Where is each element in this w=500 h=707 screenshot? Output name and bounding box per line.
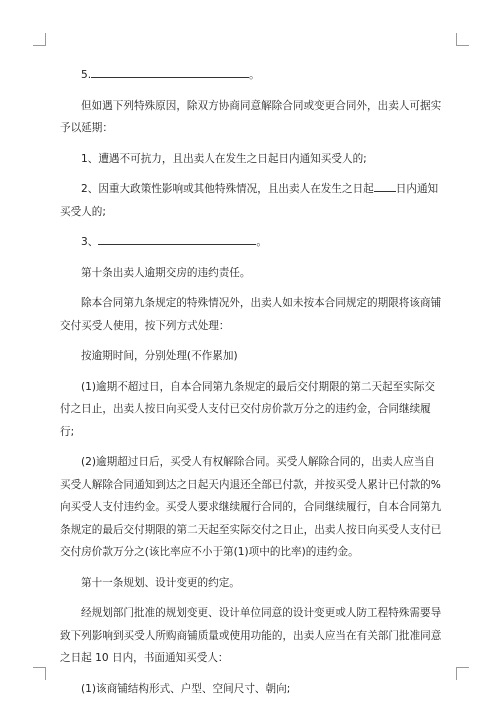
overdue-clause-1: (1)逾期不超过日，自本合同第九条规定的最后交付期限的第二天起至实际交付之日止，出卖人按日向买受人支付已交付房价款万分之的违约金，合同继续履行; [60,380,436,438]
blank-line [91,65,249,78]
article-10-body: 除本合同第九条规定的特殊情况外，出卖人如未按本合同规定的期限将该商铺交付买受人使用，按下列方式处理： [60,297,442,332]
overdue-clause-2: (2)逾期超过日后，买受人有权解除合同。买受人解除合同的，出卖人应当自买受人解除合同通知到达之日起天内退还全部已付款，并按买受人累计已付款的%向买受人支付违约金。买受人要求继续履行合同的，合同继续履行，自本合同第九条规定的最后交付期限的第二天起至实际交付之日止，出卖人按日向买受人支付已交付房价款万分之(该比率应不小于第(1)项中的比率)的违约金。 [60,456,442,558]
item-1: 1、遭遇不可抗力，且出卖人在发生之日起日内通知买受人的; [81,152,367,165]
article-11-body: 经规划部门批准的规划变更、设计单位同意的设计变更或人防工程特殊需要导致下列影响到买受人所购商铺质量或使用功能的，出卖人应当在有关部门批准同意之日起 10 日内，书面通知买受人： [60,607,442,664]
document-body [60,64,442,700]
crop-mark-top-left [33,33,46,46]
change-item-1: (1)该商铺结构形式、户型、空间尺寸、朝向; [81,682,291,695]
item-3: 3、 。 [60,231,442,254]
item-2: 2、因重大政策性影响或其他特殊情况，且出卖人在发生之日起 日内通知买受人的; [60,178,442,223]
article-10-title: 第十条出卖人逾期交房的违约责任。 [81,266,251,279]
article-11-title: 第十一条规划、设计变更的约定。 [81,576,240,589]
crop-mark-top-right [456,33,469,46]
paragraph-delay: 但如遇下列特殊原因，除双方协商同意解除合同或变更合同外，出卖人可据实予以延期： [60,99,442,134]
blank-line [98,232,256,245]
overdue-heading: 按逾期时间，分别处理(不作累加) [81,350,238,362]
crop-mark-bottom-left [33,667,46,680]
item-5: 5. 。 [60,64,442,87]
blank-line [374,179,396,192]
crop-mark-bottom-right [456,667,469,680]
